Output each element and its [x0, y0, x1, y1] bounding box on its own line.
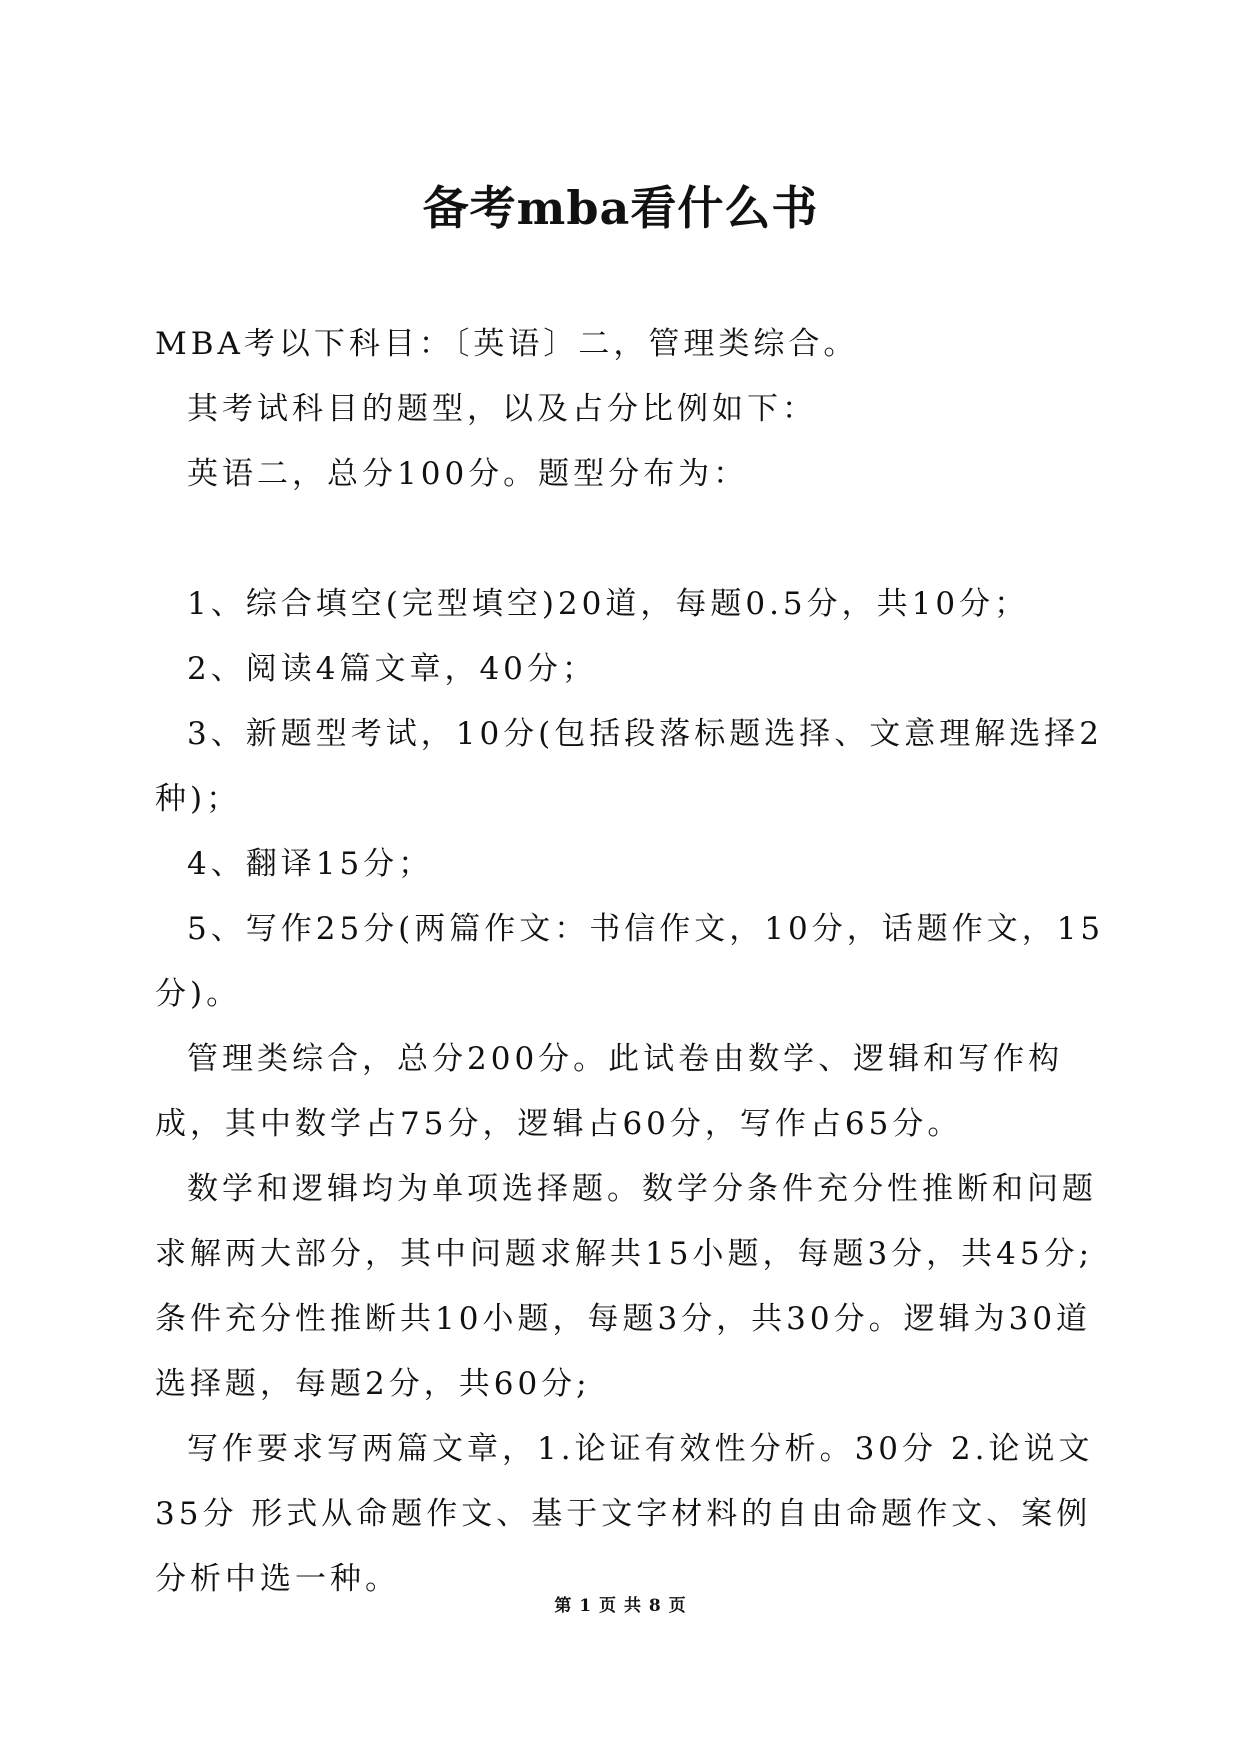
blank-line — [155, 507, 1105, 572]
list-item-translation: 4、翻译15分； — [187, 846, 434, 882]
list-item-cloze: 1、综合填空(完型填空)20道，每题0.5分，共10分； — [187, 586, 1030, 622]
paragraph-question-types-intro: 其考试科目的题型，以及占分比例如下： — [187, 391, 817, 427]
list-item-reading: 2、阅读4篇文章，40分； — [187, 651, 597, 687]
list-item-writing: 5、写作25分(两篇作文：书信作文，10分，话题作文，15分)。 — [155, 911, 1105, 1012]
document-body — [155, 312, 1105, 1612]
paragraph-subjects: MBA考以下科目：〔英语〕二，管理类综合。 — [155, 326, 859, 362]
paragraph-writing-requirements: 写作要求写两篇文章，1.论证有效性分析。30分 2.论说文 35分 形式从命题作文、基于文字材料的自由命题作文、案例分析中选一种。 — [155, 1431, 1094, 1597]
paragraph-english-total: 英语二，总分100分。题型分布为： — [187, 456, 749, 492]
paragraph-management-comprehensive: 管理类综合，总分200分。此试卷由数学、逻辑和写作构成，其中数学占75分，逻辑占60分，写作占65分。 — [155, 1041, 1064, 1142]
paragraph-math-logic: 数学和逻辑均为单项选择题。数学分条件充分性推断和问题求解两大部分，其中问题求解共15小题，每题3分，共45分;条件充分性推断共10小题，每题3分，共30分。逻辑为30道选择题，每题2分，共60分; — [155, 1171, 1097, 1402]
page-footer: 第 1 页 共 8 页 — [554, 1596, 687, 1616]
list-item-new-question-type: 3、新题型考试，10分(包括段落标题选择、文意理解选择2种)； — [155, 716, 1103, 817]
document-title: 备考mba看什么书 — [422, 181, 819, 235]
